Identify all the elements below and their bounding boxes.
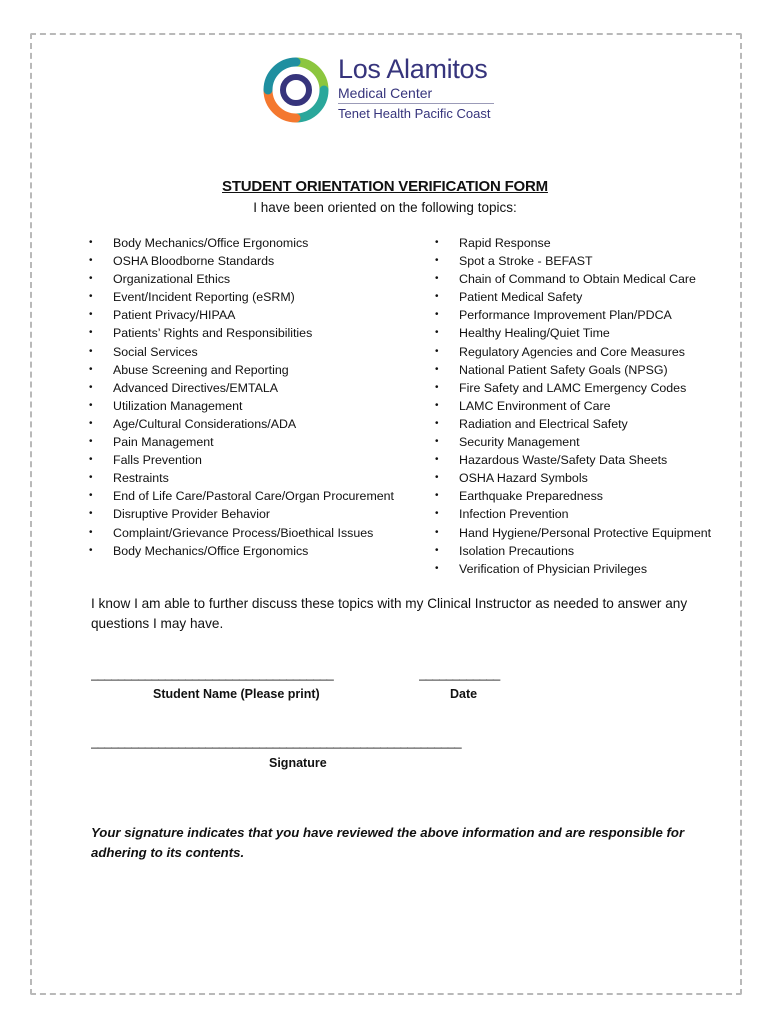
topic-label: Radiation and Electrical Safety <box>459 416 628 431</box>
bullet-icon: • <box>89 363 93 375</box>
bullet-icon: • <box>89 381 93 393</box>
topic-label: Disruptive Provider Behavior <box>113 507 271 522</box>
topic-item <box>89 324 394 342</box>
topic-label: Regulatory Agencies and Core Measures <box>459 344 685 359</box>
bullet-icon: • <box>435 237 439 248</box>
topic-label: Chain of Command to Obtain Medical Care <box>459 272 696 287</box>
topic-label: Verification of Physician Privileges <box>459 561 648 576</box>
bullet-icon: • <box>89 291 93 303</box>
bullet-icon: • <box>89 345 93 357</box>
topic-label: Restraints <box>113 471 169 486</box>
topic-item <box>435 524 711 542</box>
topic-item <box>89 451 394 469</box>
signature-label: Signature <box>269 756 327 770</box>
topic-item <box>89 415 394 433</box>
topic-item <box>435 505 711 523</box>
topic-label: Performance Improvement Plan/PDCA <box>459 308 672 323</box>
topic-label: Spot a Stroke - BEFAST <box>459 254 593 269</box>
topic-label: Utilization Management <box>113 398 243 413</box>
topic-item <box>89 288 394 306</box>
topic-label: Organizational Ethics <box>113 272 231 287</box>
right-topic-list <box>435 234 711 578</box>
bullet-icon: • <box>435 472 439 484</box>
bullet-icon: • <box>435 526 439 538</box>
topic-item <box>89 487 394 505</box>
bullet-icon: • <box>89 273 93 285</box>
bullet-icon: • <box>435 309 439 321</box>
topic-item <box>435 270 711 288</box>
logo-subtitle: Medical Center <box>338 85 433 101</box>
topic-item <box>435 252 711 270</box>
bullet-icon: • <box>435 544 439 556</box>
date-field[interactable]: ____________ <box>419 666 500 681</box>
topic-label: Social Services <box>113 344 198 359</box>
bullet-icon: • <box>435 255 439 267</box>
bullet-icon: • <box>89 454 93 466</box>
bullet-icon: • <box>89 399 93 411</box>
topic-label: Patient Medical Safety <box>459 290 583 305</box>
topic-item <box>435 361 711 379</box>
bullet-icon: • <box>435 436 439 448</box>
bullet-icon: • <box>89 417 93 429</box>
bullet-icon: • <box>435 490 439 502</box>
topic-label: Security Management <box>459 435 580 450</box>
topic-label: Fire Safety and LAMC Emergency Codes <box>459 380 687 395</box>
topic-label: Isolation Precautions <box>459 543 575 558</box>
topic-label: OSHA Bloodborne Standards <box>113 254 275 269</box>
topic-label: OSHA Hazard Symbols <box>459 471 588 486</box>
topic-item <box>89 252 394 270</box>
topic-label: Healthy Healing/Quiet Time <box>459 326 610 341</box>
topic-label: Infection Prevention <box>459 507 569 522</box>
topic-item <box>435 288 711 306</box>
topic-label: LAMC Environment of Care <box>459 398 611 413</box>
logo-divider <box>338 103 494 104</box>
topic-label: Rapid Response <box>459 236 551 250</box>
topic-item <box>435 415 711 433</box>
topic-item <box>89 524 394 542</box>
topic-label: Earthquake Preparedness <box>459 489 603 504</box>
bullet-icon: • <box>435 273 439 285</box>
date-label: Date <box>450 687 478 701</box>
bullet-icon: • <box>435 291 439 303</box>
topic-item <box>89 343 394 361</box>
bullet-icon: • <box>435 417 439 429</box>
topic-item <box>89 542 394 560</box>
logo-name: Los Alamitos <box>338 54 488 84</box>
student-name-label: Student Name (Please print) <box>153 687 320 701</box>
form-title: STUDENT ORIENTATION VERIFICATION FORM <box>222 178 548 195</box>
topic-item <box>89 397 394 415</box>
logo-tagline: Tenet Health Pacific Coast <box>338 106 491 121</box>
topic-label: Body Mechanics/Office Ergonomics <box>113 236 309 250</box>
bullet-icon: • <box>89 436 93 448</box>
topic-item <box>435 451 711 469</box>
signature-field[interactable]: _______________________________________________________ <box>91 734 462 749</box>
topic-item <box>435 542 711 560</box>
topic-item <box>435 379 711 397</box>
bullet-icon: • <box>435 399 439 411</box>
topic-item <box>89 469 394 487</box>
topic-item <box>89 433 394 451</box>
topic-label: Patients’ Rights and Responsibilities <box>113 326 313 341</box>
bullet-icon: • <box>435 381 439 393</box>
bullet-icon: • <box>89 309 93 321</box>
form-intro: I have been oriented on the following topics: <box>253 200 517 215</box>
topic-item <box>89 306 394 324</box>
topic-label: Patient Privacy/HIPAA <box>113 308 236 323</box>
bullet-icon: • <box>435 454 439 466</box>
topic-label: Abuse Screening and Reporting <box>113 362 289 377</box>
topic-label: Pain Management <box>113 435 214 450</box>
acknowledgement-text: I know I am able to further discuss these topics with my Clinical Instructor as needed to answer any questions I may have. <box>91 596 688 631</box>
topic-label: Event/Incident Reporting (eSRM) <box>113 290 295 305</box>
topic-item <box>435 433 711 451</box>
topic-label: Hazardous Waste/Safety Data Sheets <box>459 453 668 468</box>
bullet-icon: • <box>89 255 93 267</box>
bullet-icon: • <box>435 508 439 520</box>
bullet-icon: • <box>435 562 439 574</box>
student-name-field[interactable]: ____________________________________ <box>91 666 334 681</box>
topic-label: Age/Cultural Considerations/ADA <box>113 416 297 431</box>
topic-item <box>89 361 394 379</box>
bullet-icon: • <box>89 237 93 248</box>
bullet-icon: • <box>435 345 439 357</box>
topic-label: Complaint/Grievance Process/Bioethical Issues <box>113 525 374 540</box>
topic-item <box>435 487 711 505</box>
bullet-icon: • <box>89 472 93 484</box>
topic-label: Hand Hygiene/Personal Protective Equipment <box>459 525 712 540</box>
topic-item <box>435 324 711 342</box>
topic-label: Falls Prevention <box>113 453 202 468</box>
topic-item <box>435 343 711 361</box>
topic-label: End of Life Care/Pastoral Care/Organ Procurement <box>113 489 394 504</box>
topic-item <box>435 234 711 252</box>
bullet-icon: • <box>435 363 439 375</box>
topic-label: National Patient Safety Goals (NPSG) <box>459 362 668 377</box>
bullet-icon: • <box>89 327 93 339</box>
topic-label: Body Mechanics/Office Ergonomics <box>113 543 309 558</box>
topic-item <box>435 306 711 324</box>
topic-label: Advanced Directives/EMTALA <box>113 380 279 395</box>
topic-item <box>89 505 394 523</box>
topic-item <box>435 560 711 578</box>
topic-item <box>89 270 394 288</box>
topic-item <box>89 379 394 397</box>
topic-item <box>435 469 711 487</box>
bullet-icon: • <box>435 327 439 339</box>
bullet-icon: • <box>89 490 93 502</box>
bullet-icon: • <box>89 544 93 556</box>
topic-item <box>89 234 394 252</box>
topic-item <box>435 397 711 415</box>
disclaimer-text: Your signature indicates that you have reviewed the above information and are responsible for adhering to its contents. <box>91 825 685 860</box>
hospital-logo <box>262 53 502 125</box>
left-topic-list <box>89 234 394 560</box>
logo-mark-icon <box>262 56 330 124</box>
bullet-icon: • <box>89 508 93 520</box>
bullet-icon: • <box>89 526 93 538</box>
